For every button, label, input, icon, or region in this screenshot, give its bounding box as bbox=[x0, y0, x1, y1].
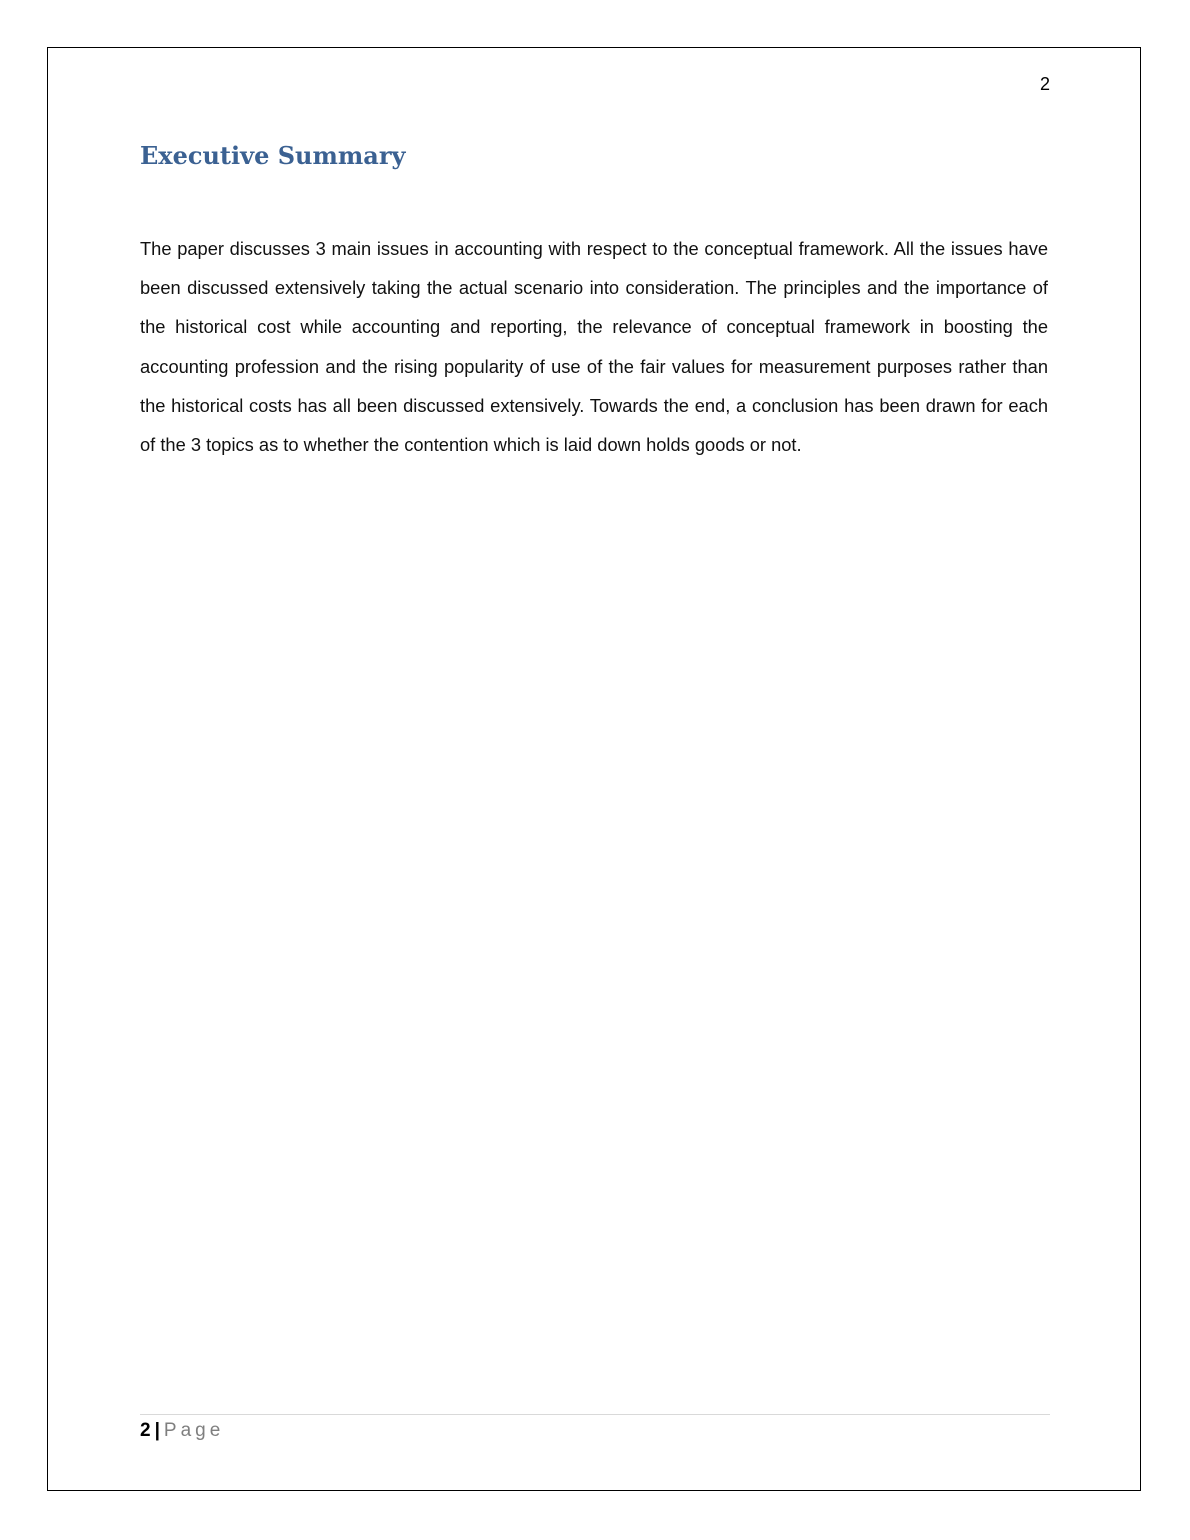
header-page-number: 2 bbox=[1039, 74, 1050, 94]
footer-separator: | bbox=[154, 1420, 160, 1441]
page-footer bbox=[140, 1418, 224, 1444]
section-heading: Executive Summary bbox=[140, 141, 406, 170]
summary-paragraph: The paper discusses 3 main issues in accounting with respect to the conceptual framework. All the issues have been discussed extensively taking the actual scenario into consideration. The principles and the importance of the historical cost while accounting and reporting, the relevance of conceptual framework in boosting the accounting profession and the rising popularity of use of the fair values for measurement purposes rather than the historical costs has all been discussed extensively. Towards the end, a conclusion has been drawn for each of the 3 topics as to whether the contention which is laid down holds goods or not. bbox=[140, 238, 1048, 456]
footer-page-number: 2 bbox=[140, 1420, 151, 1441]
footer-divider bbox=[140, 1414, 1050, 1415]
footer-page-label: Page bbox=[163, 1420, 225, 1441]
